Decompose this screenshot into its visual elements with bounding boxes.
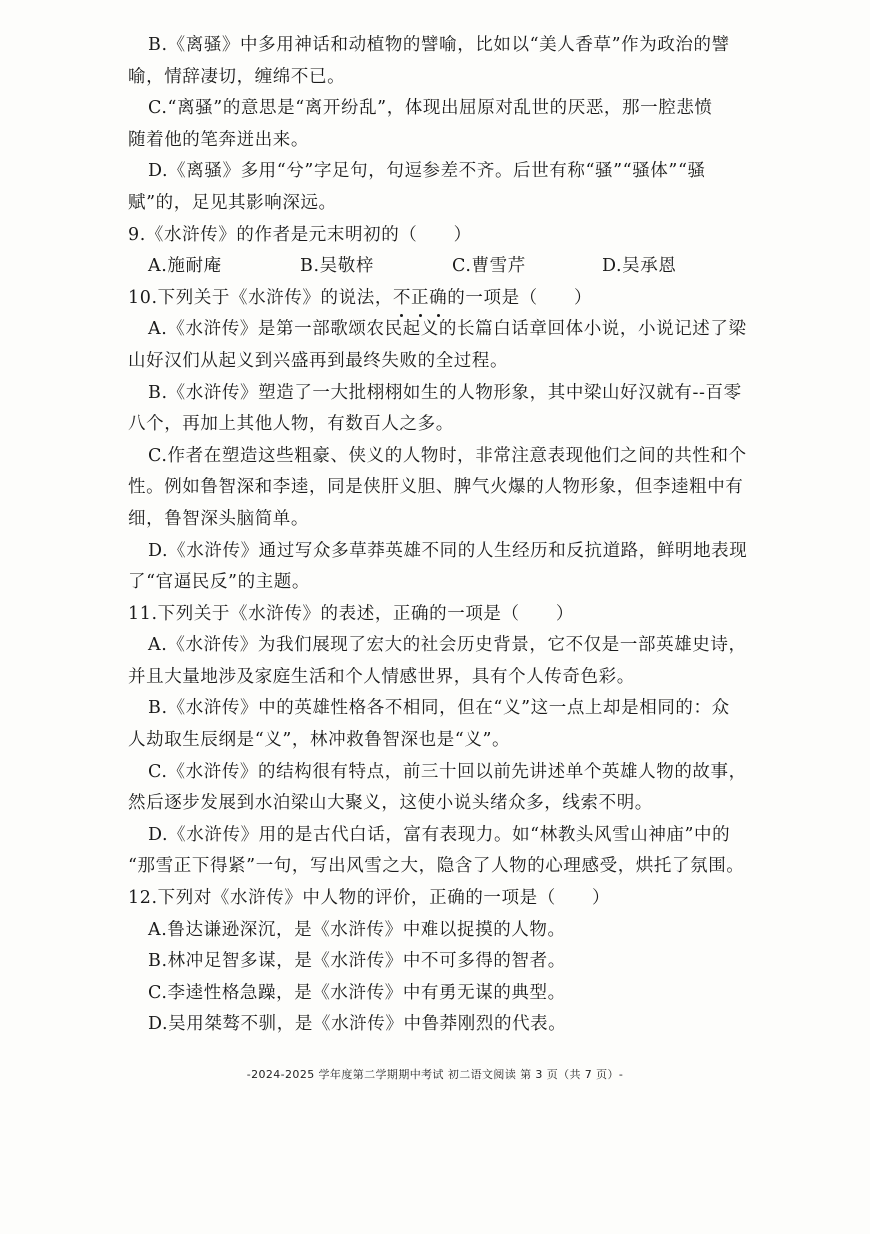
q9-option-b: B.吴敬梓: [300, 256, 374, 277]
q10-option-c-line2: 性。例如鲁智深和李逵，同是侠肝义胆、脾气火爆的人物形象，但李逵粗中有: [128, 477, 744, 498]
q10-option-b-line1: B.《水浒传》塑造了一大批栩栩如生的人物形象，其中梁山好汉就有--百零: [148, 382, 742, 403]
q9-options-row: [128, 251, 778, 283]
q10-stem: [128, 283, 778, 315]
q10-option-a-line2: 山好汉们从起义到兴盛再到最终失败的全过程。: [128, 350, 509, 371]
q11-option-c-line2: 然后逐步发展到水泊梁山大聚义，这使小说头绪众多，线索不明。: [128, 793, 653, 814]
page-content: [128, 30, 778, 1041]
q8-option-c-line2: 随着他的笔奔迸出来。: [128, 129, 309, 150]
q10-stem-emphasis-3: 确: [429, 283, 447, 315]
q8-option-c-line1: C.“离骚”的意思是“离开纷乱”，体现出屈原对乱世的厌恶，那一腔悲愤: [148, 98, 713, 119]
q10-option-c-line1: C.作者在塑造这些粗豪、侠义的人物时，非常注意表现他们之间的共性和个: [148, 445, 747, 466]
q11-option-a-line2: 并且大量地涉及家庭生活和个人情感世界，具有个人传奇色彩。: [128, 666, 635, 687]
q10-option-d-line1: D.《水浒传》通过写众多草莽英雄不同的人生经历和反抗道路，鲜明地表现: [148, 540, 748, 561]
q10-option-b-line2: 八个，再加上其他人物，有数百人之多。: [128, 414, 454, 435]
q11-option-c-line1: C.《水浒传》的结构很有特点，前三十回以前先讲述单个英雄人物的故事，: [148, 761, 747, 782]
q11-option-a-line1: A.《水浒传》为我们展现了宏大的社会历史背景，它不仅是一部英雄史诗，: [148, 635, 747, 656]
q10-stem-emphasis-1: 不: [393, 283, 411, 315]
q8-option-d-line1: D.《离骚》多用“兮”字足句，句逗参差不齐。后世有称“骚”“骚体”“骚: [148, 161, 706, 182]
q9-option-a: A.施耐庵: [148, 256, 222, 277]
q12-option-d: D.吴用桀骜不驯，是《水浒传》中鲁莽刚烈的代表。: [148, 1014, 567, 1035]
q11-option-b-line1: B.《水浒传》中的英雄性格各不相同，但在“义”这一点上却是相同的：众: [148, 698, 730, 719]
q10-option-c-line3: 细，鲁智深头脑简单。: [128, 508, 309, 529]
q8-option-b-line1: B.《离骚》中多用神话和动植物的譬喻，比如以“美人香草”作为政治的譬: [148, 35, 730, 55]
q11-option-d-line2: “那雪正下得紧”一句，写出风雪之大，隐含了人物的心理感受，烘托了氛围。: [128, 856, 745, 877]
q12-stem: 12.下列对《水浒传》中人物的评价，正确的一项是（ ）: [128, 888, 611, 909]
q9-option-d: D.吴承恩: [602, 256, 677, 277]
q12-option-a: A.鲁达谦逊深沉，是《水浒传》中难以捉摸的人物。: [148, 919, 566, 940]
q10-stem-after: 的一项是（ ）: [447, 287, 593, 308]
q11-stem: 11.下列关于《水浒传》的表述，正确的一项是（ ）: [128, 603, 574, 624]
q12-option-c: C.李逵性格急躁，是《水浒传》中有勇无谋的典型。: [148, 982, 566, 1003]
q11-option-d-line1: D.《水浒传》用的是古代白话，富有表现力。如“林教头风雪山神庙”中的: [148, 824, 731, 845]
q8-option-b-line2: 喻，情辞凄切，缠绵不已。: [128, 66, 346, 87]
q9-stem: 9.《水浒传》的作者是元末明初的（ ）: [128, 224, 472, 245]
q11-option-b-line2: 人劫取生辰纲是“义”，林冲救鲁智深也是“义”。: [128, 730, 511, 751]
q10-option-d-line2: 了“官逼民反”的主题。: [128, 572, 310, 593]
q8-option-d-line2: 赋”的，足见其影响深远。: [128, 192, 337, 213]
q10-stem-emphasis-2: 正: [411, 283, 429, 315]
q10-option-a-line1: A.《水浒传》是第一部歌颂农民起义的长篇白话章回体小说，小说记述了梁: [148, 319, 747, 340]
q9-option-c: C.曹雪芹: [452, 256, 526, 277]
page-footer: -2024-2025 学年度第二学期期中考试 初二语文阅读 第 3 页（共 7 页）-: [246, 1068, 624, 1081]
q12-option-b: B.林冲足智多谋，是《水浒传》中不可多得的智者。: [148, 951, 566, 972]
q10-stem-before: 10.下列关于《水浒传》的说法，: [128, 287, 393, 308]
